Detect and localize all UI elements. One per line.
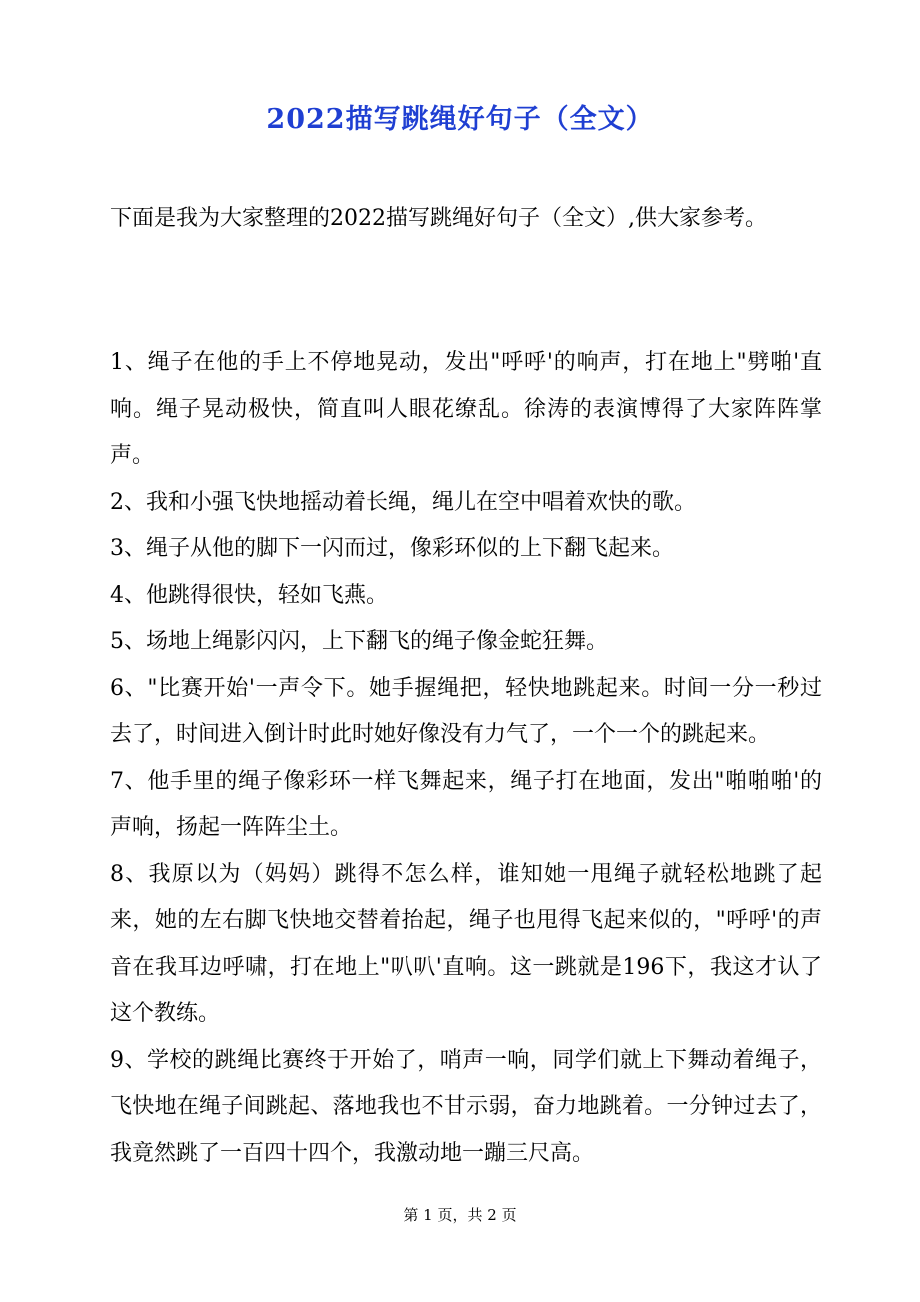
paragraph-7: 7、他手里的绳子像彩环一样飞舞起来，绳子打在地面，发出"啪啪啪'的声响，扬起一阵阵尘土。	[110, 768, 822, 840]
paragraph-9: 9、学校的跳绳比赛终于开始了，哨声一响，同学们就上下舞动着绳子，飞快地在绳子间跳起、落地我也不甘示弱，奋力地跳着。一分钟过去了，我竟然跳了一百四十四个，我激动地一蹦三尺高。	[110, 1047, 822, 1166]
paragraph-5: 5、场地上绳影闪闪，上下翻飞的绳子像金蛇狂舞。	[110, 629, 608, 654]
paragraph-4: 4、他跳得很快，轻如飞燕。	[110, 582, 388, 608]
paragraph-2: 2、我和小强飞快地摇动着长绳，绳儿在空中唱着欢快的歌。	[110, 489, 696, 515]
paragraph-3: 3、绳子从他的脚下一闪而过，像彩环似的上下翻飞起来。	[110, 536, 674, 561]
document-title: 2022描写跳绳好句子（全文）	[266, 104, 654, 135]
page-footer: 第 1 页，共 2 页	[403, 1206, 517, 1224]
paragraph-8: 8、我原以为（妈妈）跳得不怎么样，谁知她一甩绳子就轻松地跳了起来，她的左右脚飞快地交替着抬起，绳子也甩得飞起来似的，"呼呼'的声音在我耳边呼啸，打在地上"叭叭'直响。这一跳就是196下，我这才认了这个教练。	[110, 861, 822, 1026]
intro-paragraph: 下面是我为大家整理的2022描写跳绳好句子（全文）,供大家参考。	[110, 206, 767, 231]
paragraph-1: 1、绳子在他的手上不停地晃动，发出"呼呼'的响声，打在地上"劈啪'直响。绳子晃动极快，简直叫人眼花缭乱。徐涛的表演博得了大家阵阵掌声。	[110, 350, 822, 468]
paragraph-6: 6、"比赛开始'一声令下。她手握绳把，轻快地跳起来。时间一分一秒过去了，时间进入倒计时此时她好像没有力气了，一个一个的跳起来。	[110, 675, 822, 747]
document-body	[110, 340, 822, 1177]
